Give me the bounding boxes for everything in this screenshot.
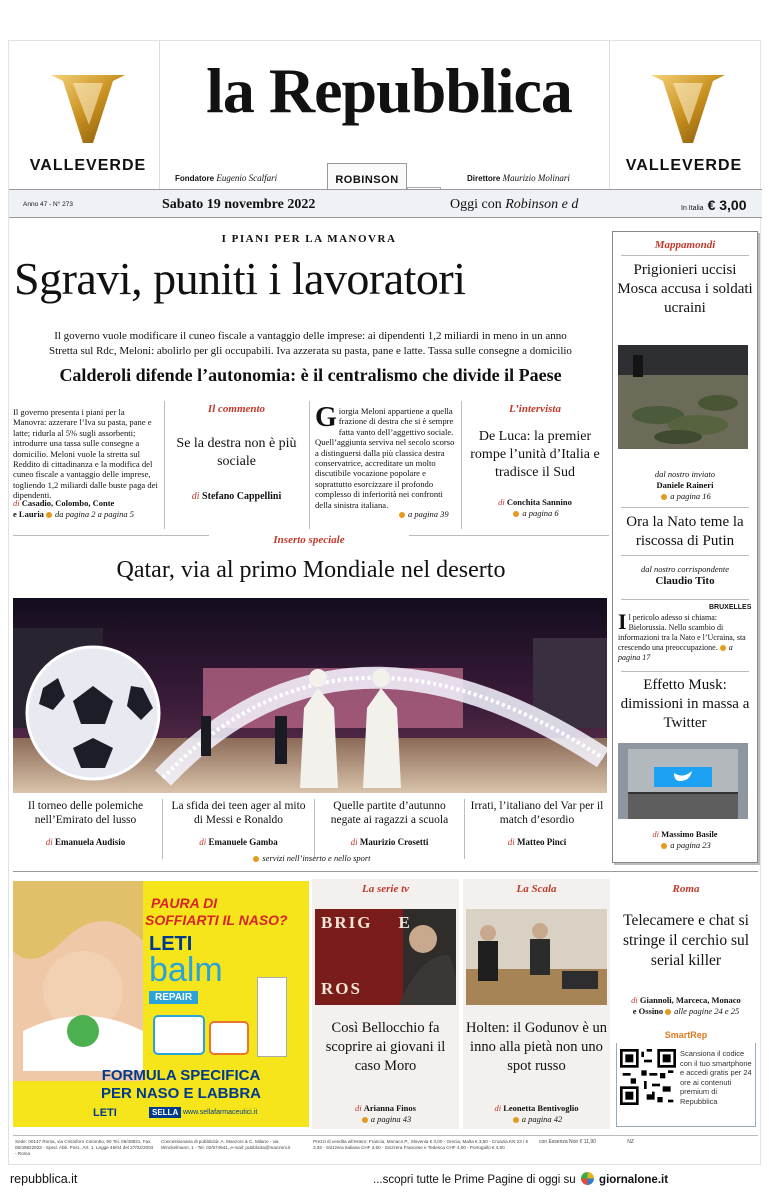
ad-footer-brand: LETI xyxy=(93,1107,117,1119)
ad-headline: PAURA DI SOFFIARTI IL NASO? xyxy=(145,895,288,928)
serie-tv-byline: di Arianna Finos a pagina 43 xyxy=(355,1103,416,1124)
legal-col-3: Prezzi di vendita all’estero: Francia, Monaco P., Slovenia € 3,00 - Grecia, Malta € 3,50 - Croazia KN 23 / € 3,92 - Svizzera Italiana CHF 3,50 - Svizzera Francese e Tedesca CHF 4,00 - Portogallo € 4,50 xyxy=(313,1139,529,1150)
serie-tv-label: La serie tv xyxy=(361,883,410,895)
ad-formula: FORMULA SPECIFICA PER NASO E LABBRA xyxy=(100,1067,261,1102)
issue-date: Sabato 19 novembre 2022 xyxy=(162,197,316,212)
roma-title: Telecamere e chat si stringe il cerchio sul serial killer xyxy=(622,912,750,969)
legal-col-2: Concessionaria di pubblicità: A. Manzoni & C. Milano - via Winckelmann, 1 - Tel. 02/574941, e-mail: pubblicita@manzoni.it xyxy=(161,1139,291,1150)
side-h3-title: Effetto Musk: dimissioni in massa a Twitter xyxy=(620,677,750,731)
side-h1-title: Prigionieri uccisi Mosca accusa i soldati ucraini xyxy=(617,262,753,316)
mondiale-col-3-title: Quelle partite d’autunno negate ai ragazzi a scuola xyxy=(330,800,449,826)
mondiale-footer: servizi nell’inserto e nello sport xyxy=(13,853,609,863)
legal-col-4: con Essenza Noir € 11,90 NZ xyxy=(539,1139,634,1145)
side-h2-title: Ora la Nato teme la riscossa di Putin xyxy=(626,514,744,549)
side-h2-text: Il pericolo adesso si chiama: Bielorussia. Nello scambio di informazioni tra la Nato e l’Ucraina, sta crescendo una preoccupazione. a pagina 17 xyxy=(618,609,746,662)
holten-photo xyxy=(466,909,607,1005)
lead-body: Il governo presenta i piani per la Manovra: azzerare l’Iva su pasta, pane e latte; ridurla al 5% sugli assorbenti; introdurre una tassa sulle consegne a domicilio. Meloni vuole la stretta sul Reddito di cittadinanza e la modifica del cuneo fiscale a vantaggio delle imprese, togliendo 1,2 miliardi dalle buste paga dei dipendenti. xyxy=(13,407,158,501)
smartrep-text: Scansiona il codice con il tuo smartphone e accedi gratis per 24 ore ai contenuti premium di Repubblica xyxy=(680,1049,752,1106)
mondiale-col-4-byline: di Matteo Pinci xyxy=(507,837,567,847)
front-page xyxy=(8,40,761,1165)
intervista-title: De Luca: la premier rompe l’unità d’Italia e tradisce il Sud xyxy=(470,429,600,480)
mondiale-col-2-byline: di Emanuele Gamba xyxy=(199,837,278,847)
smartrep-label: SmartRep xyxy=(616,1027,756,1043)
sidebar-label: Mappamondi xyxy=(654,239,716,251)
giornalone-logo-icon xyxy=(581,1172,594,1185)
lead-second-headline: Calderoli difende l’autonomia: è il centralismo che divide il Paese xyxy=(59,365,562,385)
intervista-byline: di Conchita Sannino a pagina 6 xyxy=(498,497,572,518)
ad-product-jar xyxy=(153,1015,205,1055)
valleverde-v-logo-right-icon xyxy=(649,71,727,149)
twitter-building-photo xyxy=(618,743,748,819)
serie-tv-title: Così Bellocchio fa scoprire ai giovani il caso Moro xyxy=(325,1020,446,1074)
ad-footer-url: www.sellafarmaceutici.it xyxy=(183,1109,258,1116)
mondiale-col-2-title: La sfida dei teen ager al mito di Messi e Ronaldo xyxy=(171,800,306,826)
masthead-logo: la Repubblica xyxy=(206,55,572,126)
issue-number: Anno 47 - N° 273 xyxy=(23,201,73,208)
ad-product: balm xyxy=(149,951,223,989)
mondiale-col-1-byline: di Emanuela Audisio xyxy=(45,837,126,847)
valleverde-v-logo-left-icon xyxy=(49,71,127,149)
ad-footer-sella: SELLA xyxy=(149,1107,181,1118)
leti-advertisement[interactable] xyxy=(13,881,309,1127)
valleverde-wordmark-right: VALLEVERDE xyxy=(625,157,743,174)
footer-site-link[interactable]: repubblica.it xyxy=(10,1172,78,1186)
legal-col-1: Sede: 00147 Roma, via Cristoforo Colombo, 90 Tel. 06/49821, Fax 06/49822923 - Sped. Abb. Post., Art. 1, Legge 46/04 del 27/02/2004 - Roma xyxy=(15,1139,154,1156)
prisoners-photo xyxy=(618,345,748,449)
today-with: Oggi con Robinson e d xyxy=(450,197,579,212)
commento-label: Il commento xyxy=(207,403,266,415)
robinson-title: ROBINSON xyxy=(335,174,399,186)
sign-bottom: ROS xyxy=(321,979,362,998)
scala-title: Holten: il Godunov è un inno alla pietà non uno spot russo xyxy=(466,1020,607,1074)
mondiale-col-1-title: Il torneo delle polemiche nell’Emirato del lusso xyxy=(27,800,144,826)
commento-byline: di Stefano Cappellini xyxy=(191,491,282,502)
scala-label: La Scala xyxy=(516,883,557,895)
valleverde-wordmark-left: VALLEVERDE xyxy=(29,157,147,174)
lead-kicker: I PIANI PER LA MANOVRA xyxy=(221,233,397,245)
ad-product-jar-2 xyxy=(209,1021,249,1055)
ad-product-box xyxy=(257,977,287,1057)
side-h1-byline: dal nostro inviato Daniele Raineri a pagina 16 xyxy=(654,469,716,501)
footer-promo[interactable]: ...scopri tutte le Prime Pagine di oggi su giornalone.it xyxy=(373,1174,669,1186)
side-h3-byline: di Massimo Basile a pagina 23 xyxy=(652,829,718,850)
intervista-label: L’intervista xyxy=(509,403,561,415)
price: In Italia € 3,00 xyxy=(681,197,747,213)
mondiale-headline: Qatar, via al primo Mondiale nel deserto xyxy=(116,557,506,583)
scala-byline: di Leonetta Bentivoglio a pagina 42 xyxy=(494,1103,579,1124)
commento-title: Se la destra non è più sociale xyxy=(176,436,297,469)
lead-deck: Il governo vuole modificare il cuneo fiscale a vantaggio delle imprese: ai dipendenti 1,2 miliardi in meno in un anno Stretta sul Rdc, Meloni: abolirlo per gli occupabili. Iva azzerata su pasta, pane e latte. Tassa sulle consegne a domicilio xyxy=(49,330,572,357)
dateline-bar xyxy=(9,190,762,217)
editorial-ref: a pagina 39 xyxy=(397,509,449,519)
side-h2-byline: dal nostro corrispondente Claudio Tito xyxy=(641,564,729,587)
side-h2-place: BRUXELLES xyxy=(709,604,752,611)
qr-code-icon[interactable] xyxy=(620,1049,676,1105)
sign-top: BRIG E xyxy=(321,913,412,932)
lead-byline: di Casadio, Colombo, Conte e Lauria da pagina 2 a pagina 5 xyxy=(13,498,135,519)
editorial-text: Giorgia Meloni appartiene a quella frazione di destra che si è sempre fatta vanto dell’aggettivo sociale. Quell’aggiunta serviva nel secolo scorso a distinguersi dalla più classica destra conservatrice, accreditare un molto discutibile vocazione popolare e soprattutto esorcizzare il profondo complesso di inferiorità nei confronti della sinistra italiana. xyxy=(315,402,455,510)
mondiale-col-3-byline: di Maurizio Crosetti xyxy=(350,837,429,847)
mondiale-label: Inserto speciale xyxy=(209,534,409,546)
roma-byline: di Giannoli, Marceca, Monaco e Ossino alle pagine 24 e 25 xyxy=(631,995,741,1016)
ad-brand: LETI xyxy=(149,933,193,955)
ad-repair: REPAIR xyxy=(149,991,198,1004)
lead-headline: Sgravi, puniti i lavoratori xyxy=(14,253,466,304)
founder-line: Fondatore Eugenio Scalfari xyxy=(175,173,278,183)
mondiale-col-4-title: Irrati, l’italiano del Var per il match d’esordio xyxy=(470,800,604,826)
director-line: Direttore Maurizio Molinari xyxy=(467,173,570,183)
roma-label: Roma xyxy=(672,883,700,895)
qatar-photo xyxy=(13,598,607,793)
